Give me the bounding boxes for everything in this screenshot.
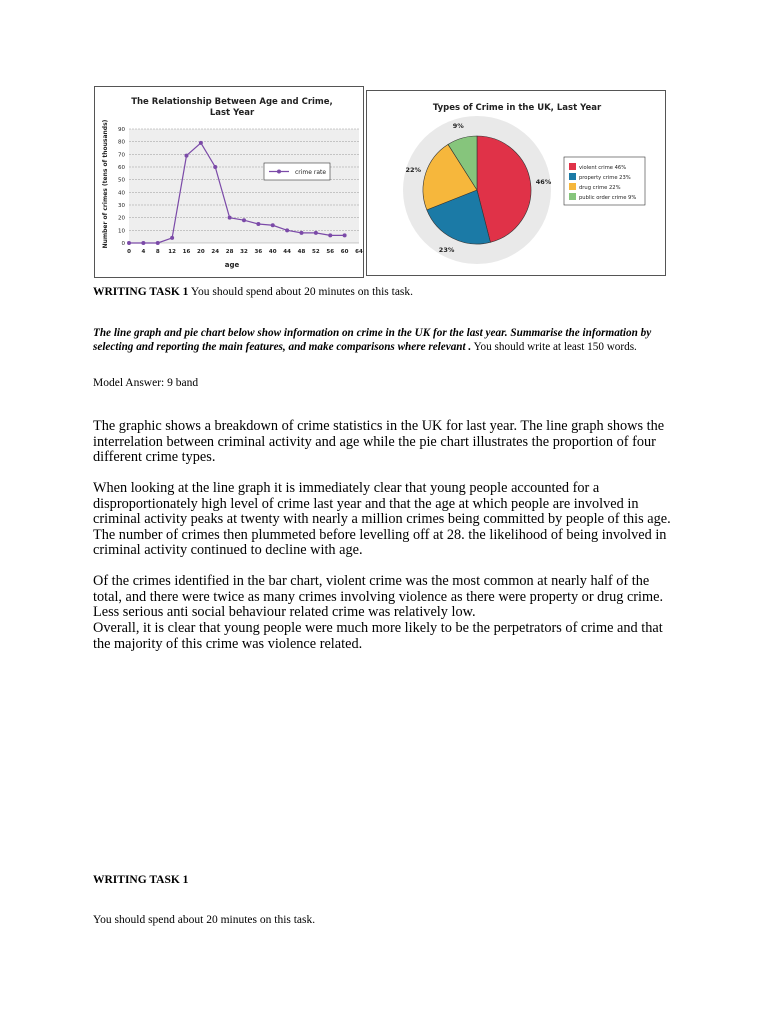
x-tick-label: 60: [340, 249, 349, 255]
y-tick-label: 60: [118, 165, 125, 171]
pie-percent-label: 9%: [452, 122, 464, 131]
data-point: [170, 236, 174, 240]
y-axis-label: Number of crimes (tens of thousands): [102, 119, 109, 249]
y-tick-label: 40: [118, 190, 125, 197]
x-tick-label: 36: [254, 249, 263, 255]
task-heading-bold: WRITING TASK 1: [93, 286, 189, 298]
data-point: [271, 223, 275, 227]
line-chart-title-2: Last Year: [209, 108, 255, 118]
y-tick-label: 80: [118, 139, 125, 146]
answer-paragraph-3: Of the crimes identified in the bar chart, violent crime was the most common at nearly half of the total, and there were twice as many crimes involving violence as there were property or drug crime. Less serious anti social behaviour related crime was relatively low.: [93, 573, 664, 621]
x-tick-label: 12: [168, 249, 176, 255]
data-point: [285, 228, 289, 232]
task-prompt-plain: You should write at least 150 words.: [471, 341, 637, 353]
data-point: [185, 154, 189, 158]
data-point: [228, 216, 232, 220]
legend-swatch: [569, 173, 576, 180]
y-tick-labels: [118, 127, 126, 247]
data-point: [242, 218, 246, 222]
data-point: [141, 241, 145, 245]
task-prompt-emphasis: The line graph and pie chart below show information on crime in the UK for the last year. Summarise the information by selecting and reporting the main features, and make comparisons where relevant .: [93, 327, 652, 353]
x-tick-label: 8: [155, 249, 160, 255]
data-point: [127, 241, 131, 245]
age-crime-line-chart: [94, 86, 364, 278]
x-tick-label: 64: [355, 249, 363, 255]
model-answer-label: Model Answer: 9 band: [93, 377, 199, 389]
pie-legend: [564, 157, 645, 205]
x-tick-label: 20: [197, 249, 205, 255]
task-heading-2: WRITING TASK 1: [93, 874, 189, 886]
legend-swatch: [569, 183, 576, 190]
legend-entry: public order crime 9%: [579, 195, 637, 201]
x-tick-label: 16: [182, 249, 191, 255]
x-tick-label: 32: [240, 249, 248, 255]
legend-entry: drug crime 22%: [579, 185, 621, 191]
line-chart-svg: [95, 87, 365, 279]
legend-entry: property crime 23%: [579, 175, 631, 181]
legend: [264, 163, 330, 180]
answer-paragraph-1: The graphic shows a breakdown of crime statistics in the UK for last year. The line graph shows the interrelation between criminal activity and age while the pie chart illustrates the proportion of four different crime types.: [93, 418, 665, 466]
x-tick-label: 28: [225, 249, 234, 255]
data-point: [314, 231, 318, 235]
y-tick-label: 0: [121, 241, 125, 247]
pie-chart-title: Types of Crime in the UK, Last Year: [432, 103, 602, 113]
data-point: [256, 222, 260, 226]
legend-swatch: [569, 163, 576, 170]
task-instruction-2: You should spend about 20 minutes on this task.: [93, 914, 316, 926]
x-tick-label: 48: [297, 249, 306, 255]
x-tick-label: 40: [268, 249, 277, 255]
x-tick-label: 44: [283, 249, 291, 255]
task-instruction: You should spend about 20 minutes on this task.: [188, 286, 414, 298]
y-tick-label: 20: [118, 215, 125, 222]
x-axis-label: age: [224, 261, 240, 269]
data-point: [300, 231, 304, 235]
data-point: [213, 165, 217, 169]
task-prompt: [93, 326, 683, 354]
answer-paragraph-2: When looking at the line graph it is immediately clear that young people accounted for a disproportionately high level of crime last year and that the age at which people are involved in criminal activity peaks at twenty with nearly a million crimes being committed by people of this age. The number of crimes then plummeted before levelling off at 28. the likelihood of being involved in criminal activity continued to decline with age.: [93, 480, 671, 559]
y-tick-label: 30: [118, 203, 125, 209]
data-point: [343, 233, 347, 237]
y-tick-label: 50: [118, 177, 125, 184]
task-heading: [93, 286, 413, 298]
crime-types-pie-chart: [366, 90, 666, 276]
y-tick-label: 90: [118, 127, 125, 133]
x-tick-labels: [127, 249, 363, 255]
legend-swatch: [569, 193, 576, 200]
legend-entry: violent crime 46%: [579, 165, 627, 171]
y-tick-label: 10: [118, 228, 125, 235]
x-tick-label: 4: [141, 249, 146, 255]
x-tick-label: 52: [312, 249, 320, 255]
data-point: [328, 233, 332, 237]
x-tick-label: 24: [211, 249, 220, 255]
pie-slices: [423, 136, 531, 244]
pie-chart-svg: [367, 91, 667, 277]
legend-label: crime rate: [295, 169, 327, 176]
plot-area: [129, 129, 359, 243]
data-point: [199, 141, 203, 145]
line-chart-title-1: The Relationship Between Age and Crime,: [131, 97, 333, 107]
data-point: [156, 241, 160, 245]
pie-percent-label: 46%: [535, 178, 552, 187]
legend-marker: [277, 170, 281, 174]
pie-percent-label: 23%: [438, 246, 455, 255]
y-tick-label: 70: [118, 152, 125, 159]
answer-paragraph-4: Overall, it is clear that young people were much more likely to be the perpetrators of crime and that the majority of this crime was violence related.: [93, 620, 663, 652]
pie-percent-label: 22%: [405, 165, 422, 174]
x-tick-label: 0: [127, 249, 131, 255]
x-tick-label: 56: [326, 249, 335, 255]
